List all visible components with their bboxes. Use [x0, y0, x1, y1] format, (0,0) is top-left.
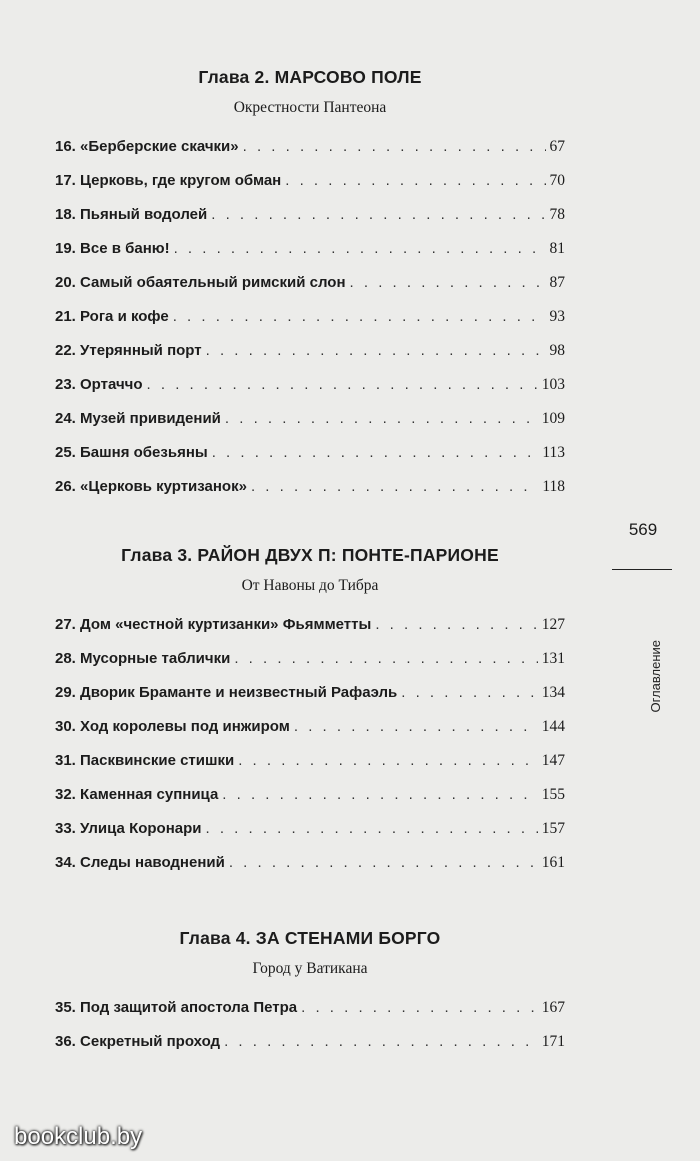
- leader-dots: [206, 820, 538, 837]
- toc-entry[interactable]: [55, 478, 565, 512]
- leader-dots: [294, 718, 538, 735]
- leader-dots: [174, 240, 546, 257]
- leader-dots: [375, 616, 537, 633]
- toc-entry-title: 24. Музей привидений: [55, 410, 221, 427]
- toc-entry-page: 67: [549, 138, 565, 155]
- toc-entry-title: 26. «Церковь куртизанок»: [55, 478, 247, 495]
- toc-entry[interactable]: [55, 376, 565, 410]
- toc-entry[interactable]: [55, 274, 565, 308]
- toc-entry-page: 171: [541, 1033, 565, 1050]
- watermark: bookclub.by: [14, 1123, 143, 1150]
- toc-entry-page: 113: [542, 444, 565, 461]
- chapter-subtitle: Окрестности Пантеона: [233, 99, 387, 116]
- toc-entry[interactable]: [55, 444, 565, 478]
- toc-entry-title: 36. Секретный проход: [55, 1033, 221, 1050]
- toc-entry-page: 103: [541, 376, 565, 393]
- leader-dots: [212, 444, 539, 461]
- toc-entry[interactable]: [55, 1033, 565, 1067]
- leader-dots: [222, 786, 537, 803]
- toc-entry-title: 22. Утерянный порт: [55, 342, 202, 359]
- toc-entry-title: 35. Под защитой апостола Петра: [55, 999, 298, 1016]
- chapter-4-header: [55, 928, 565, 978]
- toc-entry[interactable]: [55, 308, 565, 342]
- page-number-rule: [612, 569, 672, 570]
- chapter-title: Глава 4. ЗА СТЕНАМИ БОРГО: [179, 928, 441, 948]
- toc-entry-page: 118: [542, 478, 565, 495]
- toc-entry-title: 30. Ход королевы под инжиром: [55, 718, 290, 735]
- chapter-4-entries: [55, 999, 565, 1067]
- toc-entry-page: 109: [541, 410, 565, 427]
- toc-entry-title: 21. Рога и кофе: [55, 308, 169, 325]
- toc-entry[interactable]: [55, 786, 565, 820]
- toc-entry[interactable]: [55, 854, 565, 888]
- toc-entry[interactable]: [55, 616, 565, 650]
- toc-entry-title: 18. Пьяный водолей: [55, 206, 208, 223]
- toc-entry-page: 70: [549, 172, 565, 189]
- toc-entry-page: 134: [541, 684, 565, 701]
- toc-entry-page: 147: [541, 752, 565, 769]
- chapter-title: Глава 3. РАЙОН ДВУХ П: ПОНТЕ-ПАРИОНЕ: [121, 545, 499, 565]
- toc-entry-title: 20. Самый обаятельный римский слон: [55, 274, 346, 291]
- toc-entry-title: 27. Дом «честной куртизанки» Фьямметты: [55, 616, 372, 633]
- toc-entry-title: 33. Улица Коронари: [55, 820, 202, 837]
- toc-entry[interactable]: [55, 138, 565, 172]
- toc-entry-title: 23. Ортаччо: [55, 376, 143, 393]
- chapter-subtitle: Город у Ватикана: [252, 960, 368, 977]
- toc-entry[interactable]: [55, 410, 565, 444]
- toc-entry-page: 78: [549, 206, 565, 223]
- leader-dots: [229, 854, 538, 871]
- toc-entry[interactable]: [55, 172, 565, 206]
- leader-dots: [224, 1033, 538, 1050]
- page-number: 569: [628, 520, 658, 539]
- toc-entry-title: 29. Дворик Браманте и неизвестный Рафаэль: [55, 684, 398, 701]
- chapter-title: Глава 2. МАРСОВО ПОЛЕ: [198, 67, 422, 87]
- leader-dots: [243, 138, 546, 155]
- leader-dots: [285, 172, 545, 189]
- leader-dots: [401, 684, 537, 701]
- toc-entry[interactable]: [55, 342, 565, 376]
- toc-entry[interactable]: [55, 999, 565, 1033]
- toc-entry-page: 167: [541, 999, 565, 1016]
- chapter-2-header: [55, 67, 565, 117]
- toc-entry-title: 19. Все в баню!: [55, 240, 170, 257]
- toc-entry[interactable]: [55, 752, 565, 786]
- toc-entry-page: 155: [541, 786, 565, 803]
- toc-entry-title: 17. Церковь, где кругом обман: [55, 172, 282, 189]
- leader-dots: [147, 376, 538, 393]
- leader-dots: [238, 752, 538, 769]
- chapter-2-entries: [55, 138, 565, 512]
- toc-entry-title: 28. Мусорные таблички: [55, 650, 231, 667]
- toc-entry-page: 87: [549, 274, 565, 291]
- toc-entry[interactable]: [55, 684, 565, 718]
- toc-entry-title: 25. Башня обезьяны: [55, 444, 208, 461]
- leader-dots: [206, 342, 546, 359]
- toc-entry-page: 93: [549, 308, 565, 325]
- toc-entry-title: 31. Пасквинские стишки: [55, 752, 235, 769]
- chapter-3-header: [55, 545, 565, 595]
- toc-entry[interactable]: [55, 650, 565, 684]
- toc-entry-page: 81: [549, 240, 565, 257]
- running-section-label: Оглавление: [648, 640, 663, 713]
- toc-entry[interactable]: [55, 820, 565, 854]
- chapter-subtitle: От Навоны до Тибра: [241, 577, 379, 594]
- chapter-3-entries: [55, 616, 565, 888]
- toc-entry-page: 98: [549, 342, 565, 359]
- leader-dots: [350, 274, 546, 291]
- toc-entry-title: 32. Каменная супница: [55, 786, 219, 803]
- leader-dots: [225, 410, 538, 427]
- leader-dots: [234, 650, 537, 667]
- toc-entry-title: 34. Следы наводнений: [55, 854, 225, 871]
- leader-dots: [251, 478, 538, 495]
- toc-entry-page: 157: [541, 820, 565, 837]
- toc-entry[interactable]: [55, 718, 565, 752]
- toc-entry-page: 131: [541, 650, 565, 667]
- toc-entry[interactable]: [55, 240, 565, 274]
- toc-entry-title: 16. «Берберские скачки»: [55, 138, 239, 155]
- toc-entry-page: 161: [541, 854, 565, 871]
- leader-dots: [173, 308, 546, 325]
- leader-dots: [301, 999, 538, 1016]
- toc-entry-page: 144: [541, 718, 565, 735]
- toc-entry[interactable]: [55, 206, 565, 240]
- leader-dots: [211, 206, 545, 223]
- toc-entry-page: 127: [541, 616, 565, 633]
